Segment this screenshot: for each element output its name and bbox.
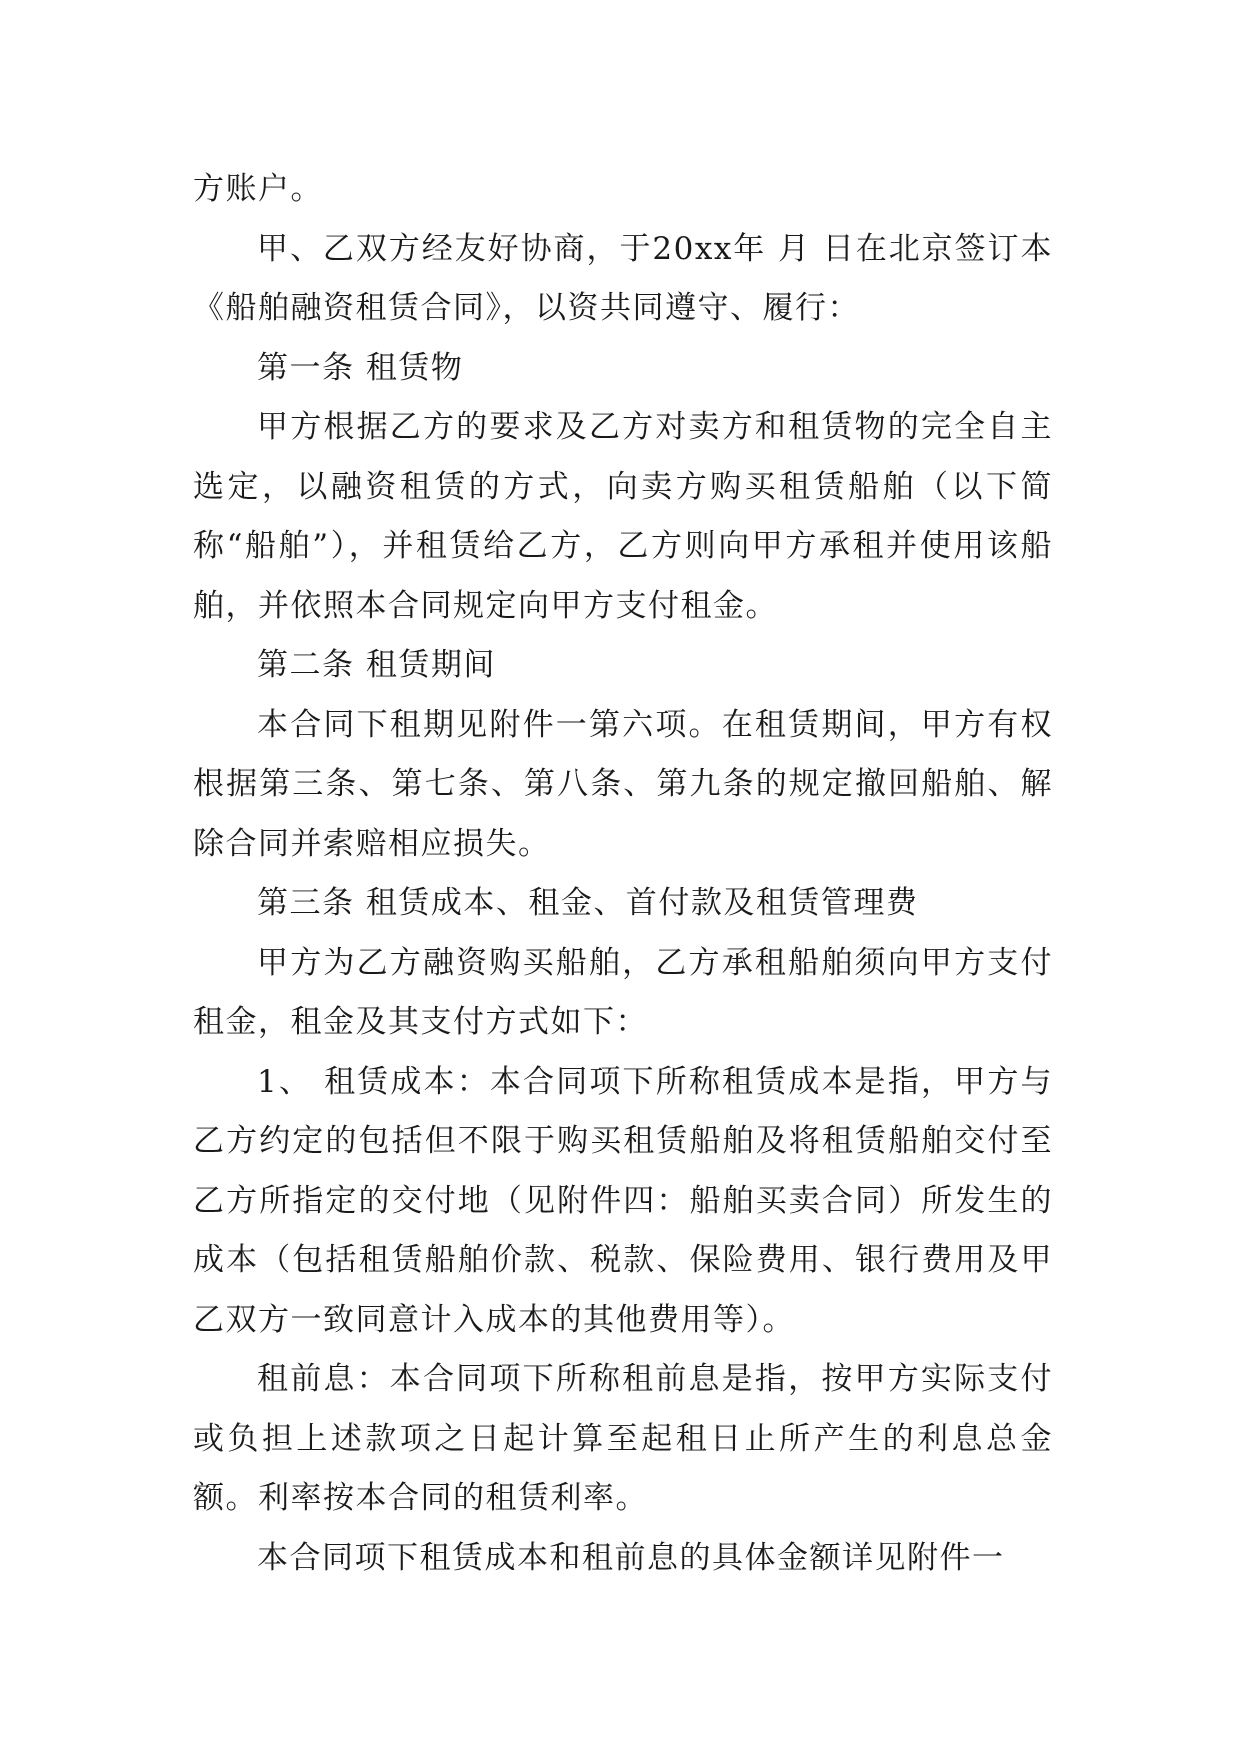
- paragraph-continuation: 方账户。: [193, 171, 323, 207]
- paragraph-pre-lease-interest: 租前息：本合同项下所称租前息是指，按甲方实际支付或负担上述款项之日起计算至起租日止所产生的利息总金额。利率按本合同的租赁利率。: [193, 1361, 1053, 1516]
- paragraph-article-2-body: 本合同下租期见附件一第六项。在租赁期间，甲方有权根据第三条、第七条、第八条、第九条的规定撤回船舶、解除合同并索赔相应损失。: [193, 706, 1053, 862]
- article-heading-2: 第二条 租赁期间: [257, 647, 496, 683]
- paragraph-agreement-intro: 甲、乙双方经友好协商，于20xx年 月 日在北京签订本《船舶融资租赁合同》，以资共同遵守、履行：: [193, 230, 1053, 326]
- paragraph-lease-cost: 1、 租赁成本：本合同项下所称租赁成本是指，甲方与乙方约定的包括但不限于购买租赁船舶及将租赁船舶交付至乙方所指定的交付地（见附件四：船舶买卖合同）所发生的成本（包括租赁船舶价款、税款、保险费用、银行费用及甲乙双方一致同意计入成本的其他费用等）。: [193, 1063, 1053, 1338]
- article-heading-1: 第一条 租赁物: [257, 349, 464, 386]
- paragraph-article-3-intro: 甲方为乙方融资购买船舶，乙方承租船舶须向甲方支付租金，租金及其支付方式如下：: [193, 944, 1053, 1040]
- document-body: [193, 160, 1053, 1588]
- paragraph-amount-reference: 本合同项下租赁成本和租前息的具体金额详见附件一: [257, 1539, 1005, 1576]
- article-heading-3: 第三条 租赁成本、租金、首付款及租赁管理费: [257, 885, 919, 921]
- paragraph-article-1-body: 甲方根据乙方的要求及乙方对卖方和租赁物的完全自主选定，以融资租赁的方式，向卖方购买租赁船舶（以下简称“船舶”），并租赁给乙方，乙方则向甲方承租并使用该船舶，并依照本合同规定向甲方支付租金。: [193, 409, 1053, 624]
